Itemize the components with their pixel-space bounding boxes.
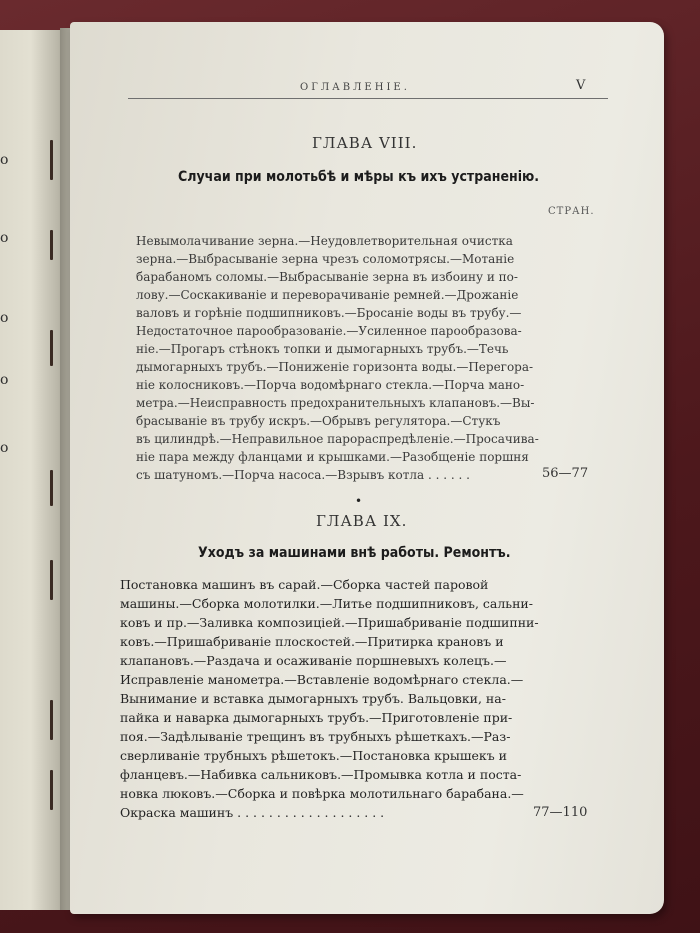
left-page-fragment: о <box>0 372 9 388</box>
left-page-fragment: о <box>0 440 9 456</box>
contents-line: Постановка машинъ въ сарай.—Сборка частей паровой <box>120 577 489 592</box>
contents-line: Невымолачивание зерна.—Неудовлетворительная очистка <box>136 234 513 248</box>
binding-stitch <box>50 330 53 366</box>
contents-line: лову.—Соскакиваніе и переворачиваніе ремней.—Дрожаніе <box>136 288 519 302</box>
binding-stitch <box>50 560 53 600</box>
chapter-8-heading: ГЛАВА VIII. <box>312 134 418 152</box>
binding-stitch <box>50 770 53 810</box>
chapter-8-title: Случаи при молотьбѣ и мѣры къ ихъ устраненію. <box>178 169 540 185</box>
contents-line: пайка и наварка дымогарныхъ трубъ.—Приготовленіе при- <box>120 710 513 725</box>
contents-line: машины.—Сборка молотилки.—Литье подшипниковъ, сальни- <box>120 596 533 611</box>
binding-stitch <box>50 140 53 180</box>
contents-line: поя.—Задѣлываніе трещинъ въ трубныхъ рѣшеткахъ.—Раз- <box>120 729 511 744</box>
running-head: ОГЛАВЛЕНІЕ. <box>300 82 410 93</box>
left-page-fragment: о <box>0 310 9 326</box>
page-number: V <box>576 78 586 93</box>
contents-line: дымогарныхъ трубъ.—Пониженіе горизонта воды.—Перегора- <box>136 360 534 374</box>
contents-line: Исправленіе манометра.—Вставленіе водомѣрнаго стекла.— <box>120 672 524 687</box>
contents-line: метра.—Неисправность предохранительныхъ клапановъ.—Вы- <box>136 396 535 410</box>
chapter-9-heading: ГЛАВА IX. <box>316 512 408 530</box>
contents-line: валовъ и горѣніе подшипниковъ.—Бросаніе воды въ трубу.— <box>136 306 522 320</box>
contents-line: ніе колосниковъ.—Порча водомѣрнаго стекла.—Порча мано- <box>136 378 525 392</box>
header-rule <box>128 98 608 99</box>
contents-line: фланцевъ.—Набивка сальниковъ.—Промывка котла и поста- <box>120 767 522 782</box>
contents-line: ніе пара между фланцами и крышками.—Разобщеніе поршня <box>136 450 529 464</box>
contents-line: въ цилиндрѣ.—Неправильное парораспредѣленіе.—Просачива- <box>136 432 539 446</box>
chapter-9-title: Уходъ за машинами внѣ работы. Ремонтъ. <box>198 545 511 561</box>
contents-line: Окраска машинъ . . . . . . . . . . . . . . . . . . . <box>120 805 385 820</box>
contents-line: Вынимание и вставка дымогарныхъ трубъ. Вальцовки, на- <box>120 691 506 706</box>
contents-line: Недостаточное парообразованіе.—Усиленное парообразова- <box>136 324 522 338</box>
contents-line: съ шатуномъ.—Порча насоса.—Взрывъ котла . . . . . . <box>136 468 470 482</box>
contents-line: ковъ и пр.—Заливка композиціей.—Пришабриваніе подшипни- <box>120 615 539 630</box>
binding-stitch <box>50 700 53 740</box>
left-page-fragment: о <box>0 230 9 246</box>
binding-stitch <box>50 470 53 506</box>
chapter-9-pages: 77—110 <box>533 805 588 820</box>
contents-line: ковъ.—Пришабриваніе плоскостей.—Притирка крановъ и <box>120 634 504 649</box>
contents-line: новка люковъ.—Сборка и повѣрка молотильнаго барабана.— <box>120 786 524 801</box>
left-page-fragment: о <box>0 152 9 168</box>
binding-stitch <box>50 230 53 260</box>
contents-line: сверливаніе трубныхъ рѣшетокъ.—Постановка крышекъ и <box>120 748 507 763</box>
section-divider-dot: • <box>355 494 363 508</box>
contents-line: клапановъ.—Раздача и осаживаніе поршневыхъ колецъ.— <box>120 653 507 668</box>
contents-line: барабаномъ соломы.—Выбрасываніе зерна въ избоину и по- <box>136 270 518 284</box>
column-label: СТРАН. <box>548 206 595 217</box>
contents-line: ніе.—Прогаръ стѣнокъ топки и дымогарныхъ трубъ.—Течь <box>136 342 509 356</box>
contents-line: зерна.—Выбрасываніе зерна чрезъ соломотрясы.—Мотаніе <box>136 252 515 266</box>
contents-line: брасываніе въ трубу искръ.—Обрывъ регулятора.—Стукъ <box>136 414 501 428</box>
chapter-8-pages: 56—77 <box>542 466 589 481</box>
